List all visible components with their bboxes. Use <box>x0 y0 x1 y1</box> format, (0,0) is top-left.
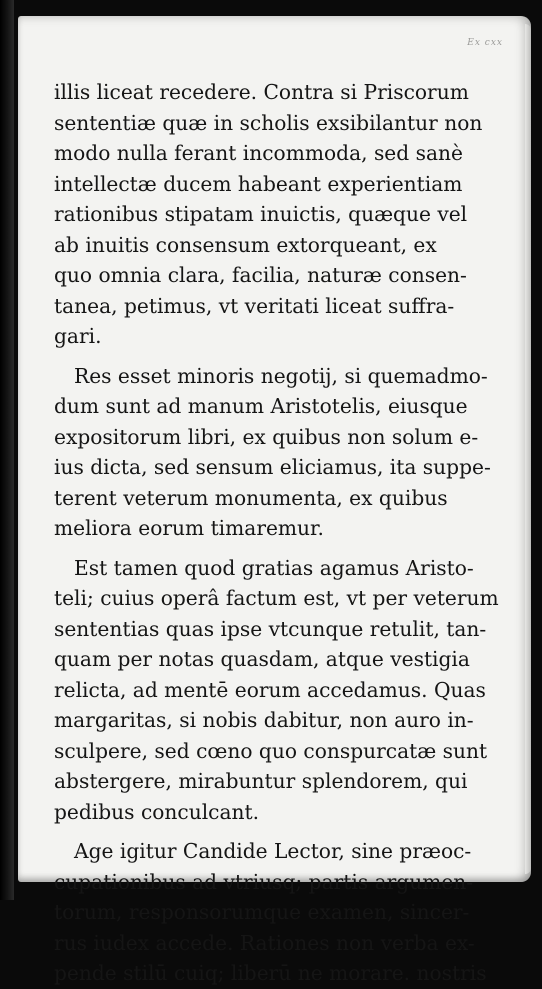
text-line: sculpere, sed cœno quo conspurcatæ sunt <box>54 738 488 763</box>
text-line: quam per notas quasdam, atque vestigia <box>54 647 470 671</box>
text-line: pedibus conculcant. <box>54 799 260 824</box>
text-line: Res esset minoris negotij, si quemadmo- <box>74 363 488 388</box>
paragraph-3 <box>54 553 499 828</box>
text-line: gari. <box>54 324 102 348</box>
text-line: illis liceat recedere. Contra si Priscorum <box>54 80 469 104</box>
text-line: cupationibus ad vtriusq; partis argumen- <box>54 869 474 894</box>
text-line: torum, responsorumque examen, sincer- <box>54 900 470 924</box>
text-line: relicta, ad mentē eorum accedamus. Quas <box>54 677 486 702</box>
text-line: sententias quas ipse vtcunque retulit, tan- <box>54 616 487 641</box>
text-line: margaritas, si nobis dabitur, non auro in- <box>54 708 474 732</box>
page-catchmark: Ex cxx <box>467 38 503 48</box>
text-line: ab inuitis consensum extorqueant, ex <box>54 232 437 257</box>
text-line: modo nulla ferant incommoda, sed sanè <box>54 141 463 165</box>
text-line: tanea, petimus, vt veritati liceat suffra- <box>54 293 455 318</box>
page-edge-shadow <box>525 24 531 874</box>
binding-edge <box>0 0 14 900</box>
text-line: pende stilū cuiq; liberū ne morare. nostris <box>54 961 487 985</box>
paragraph-4 <box>54 836 487 989</box>
page-text <box>54 77 499 989</box>
text-line: rationibus stipatam inuictis, quæque vel <box>54 202 468 226</box>
text-line: expositorum libri, ex quibus non solum e- <box>54 424 479 449</box>
text-line: abstergere, mirabuntur splendorem, qui <box>54 769 468 793</box>
text-line: Age igitur Candide Lector, sine præoc- <box>74 839 472 863</box>
text-line: teli; cuius operâ factum est, vt per veterum <box>54 586 499 610</box>
text-line: rus iudex accede. Rationes non verba ex- <box>54 930 475 955</box>
text-line: Est tamen quod gratias agamus Aristo- <box>74 555 474 580</box>
text-line: quo omnia clara, facilia, naturæ consen- <box>54 263 467 287</box>
text-line: ius dicta, sed sensum eliciamus, ita suppe- <box>54 455 491 479</box>
paragraph-2 <box>54 361 491 544</box>
text-line: meliora eorum timaremur. <box>54 516 324 540</box>
text-line: terent veterum monumenta, ex quibus <box>54 485 448 510</box>
text-line: dum sunt ad manum Aristotelis, eiusque <box>54 394 468 418</box>
text-line: sententiæ quæ in scholis exsibilantur non <box>54 110 483 135</box>
paragraph-1 <box>54 77 483 352</box>
text-line: intellectæ ducem habeant experientiam <box>54 171 463 196</box>
